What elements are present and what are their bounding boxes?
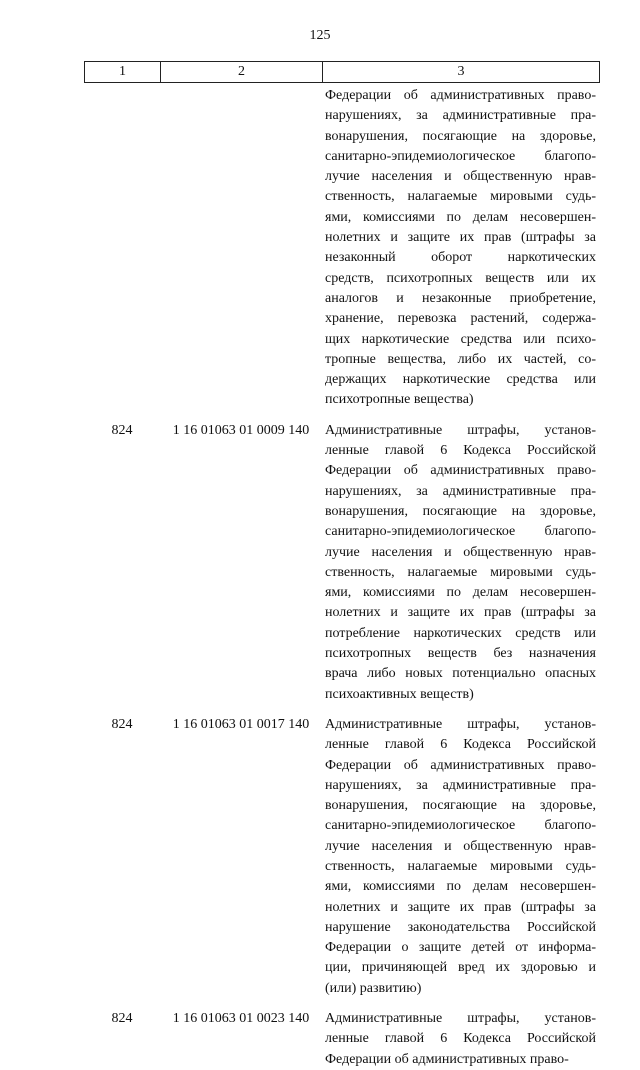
table-body: [84, 86, 600, 1070]
description-line: ственность, налагаемые мировыми судь-: [325, 189, 596, 205]
description-line: Федерации об административных право-: [325, 463, 596, 479]
admin-code-cell: 824: [111, 716, 133, 732]
description-line: вонарушения, посягающие на здоровье,: [325, 128, 596, 144]
description-line: лучие населения и общественную нрав-: [325, 838, 596, 854]
revenue-description-cell: [325, 715, 596, 999]
description-line: аналогов и незаконные приобретение,: [325, 290, 596, 306]
description-line: потребление наркотических средств или: [325, 625, 596, 641]
table-row: [84, 421, 600, 705]
description-line: лучие населения и общественную нрав-: [325, 544, 596, 560]
description-line: нарушение законодательства Российской: [325, 919, 596, 935]
description-line: вонарушения, посягающие на здоровье,: [325, 798, 596, 814]
admin-code-cell: 824: [111, 1011, 133, 1027]
description-line: Административные штрафы, установ-: [325, 1011, 596, 1027]
budget-classification-code-cell: 1 16 01063 01 0017 140: [172, 716, 310, 732]
description-line: психотропных веществ без назначения: [325, 646, 596, 662]
description-line: держащих наркотические средства или: [325, 372, 596, 388]
revenue-description-cell: [325, 86, 596, 411]
table-row: [84, 1009, 600, 1070]
description-line: ственность, налагаемые мировыми судь-: [325, 858, 596, 874]
description-line: ями, комиссиями по делам несовершен-: [325, 209, 596, 225]
description-line: ленные главой 6 Кодекса Российской: [325, 443, 596, 459]
description-line: средств, психотропных веществ или их: [325, 270, 596, 286]
description-line: психотропные вещества): [325, 392, 474, 408]
description-line: нолетних и защите их прав (штрафы за: [325, 899, 596, 915]
description-line: хранение, перевозка растений, содержа-: [325, 311, 596, 327]
description-line: ственность, налагаемые мировыми судь-: [325, 564, 596, 580]
description-line: Федерации об административных право-: [325, 88, 596, 103]
admin-code-cell: 824: [111, 422, 133, 438]
description-line: нарушениях, за административные пра-: [325, 483, 596, 499]
description-line: санитарно-эпидемиологическое благопо-: [325, 818, 596, 834]
description-line: Федерации о защите детей от информа-: [325, 940, 596, 956]
description-line: щих наркотические средства или психо-: [325, 331, 596, 347]
table-row: [84, 86, 600, 411]
description-line: незаконный оборот наркотических: [325, 250, 596, 266]
table-row: [84, 715, 600, 999]
description-line: Федерации об административных право-: [325, 757, 596, 773]
description-line: врача либо новых потенциально опасных: [325, 666, 596, 682]
header-col-2: 2: [161, 62, 323, 82]
description-line: ями, комиссиями по делам несовершен-: [325, 585, 596, 601]
description-line: лучие населения и общественную нрав-: [325, 169, 596, 185]
description-line: нолетних и защите их прав (штрафы за: [325, 230, 596, 246]
description-line: ленные главой 6 Кодекса Российской: [325, 1031, 596, 1047]
description-line: санитарно-эпидемиологическое благопо-: [325, 148, 596, 164]
description-line: санитарно-эпидемиологическое благопо-: [325, 524, 596, 540]
budget-classification-code-cell: 1 16 01063 01 0009 140: [172, 422, 310, 438]
description-line: (или) развитию): [325, 980, 422, 996]
description-line: Федерации об административных право-: [325, 1051, 569, 1067]
description-line: ленные главой 6 Кодекса Российской: [325, 737, 596, 753]
revenue-description-cell: [325, 1009, 596, 1070]
description-line: психоактивных веществ): [325, 686, 474, 702]
description-line: нарушениях, за административные пра-: [325, 777, 596, 793]
description-line: тропные вещества, либо их частей, со-: [325, 351, 596, 367]
description-line: ции, причиняющей вред их здоровью и: [325, 960, 596, 976]
header-col-1: 1: [85, 62, 161, 82]
description-line: нарушениях, за административные пра-: [325, 108, 596, 124]
table-header: [84, 61, 600, 83]
header-col-3: 3: [457, 64, 465, 79]
description-line: ями, комиссиями по делам несовершен-: [325, 879, 596, 895]
description-line: нолетних и защите их прав (штрафы за: [325, 605, 596, 621]
description-line: Административные штрафы, установ-: [325, 716, 596, 732]
revenue-description-cell: [325, 421, 596, 705]
page-number: 125: [309, 28, 331, 43]
description-line: вонарушения, посягающие на здоровье,: [325, 503, 596, 519]
description-line: Административные штрафы, установ-: [325, 422, 596, 438]
budget-classification-code-cell: 1 16 01063 01 0023 140: [172, 1011, 310, 1027]
